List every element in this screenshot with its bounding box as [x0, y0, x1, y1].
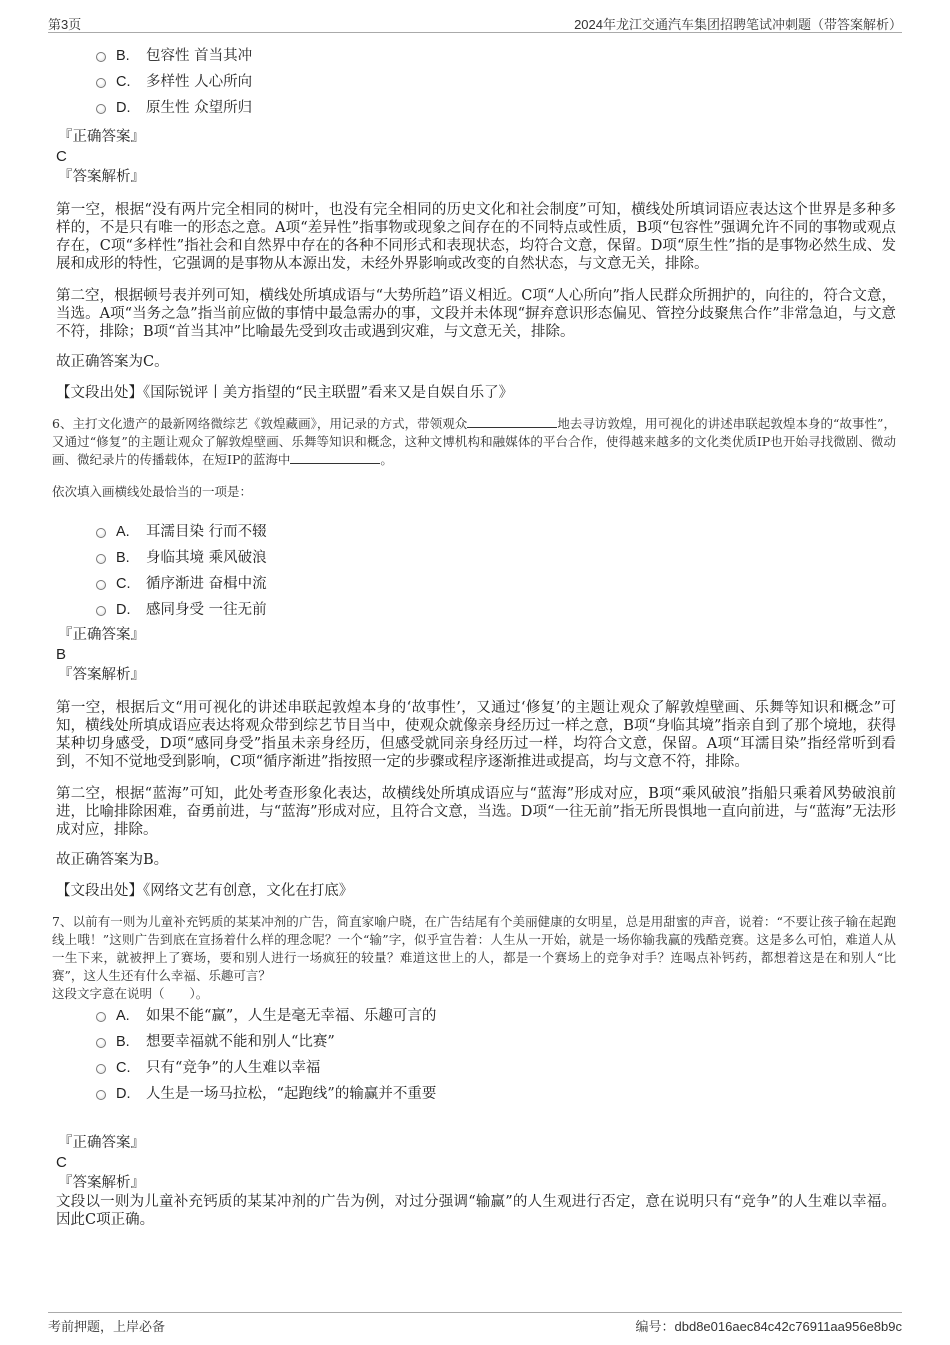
- answer-analysis-label: 『答案解析』: [58, 667, 145, 683]
- q7-options: [96, 1003, 896, 1107]
- document-title: 2024年龙江交通汽车集团招聘笔试冲刺题（带答案解析）: [574, 17, 902, 32]
- q6-analysis-paragraph-2: 第二空，根据“蓝海”可知，此处考查形象化表达，故横线处所填成语应与“蓝海”形成对应，B项“乘风破浪”指船只乘着风势破浪前进，比喻排除困难，奋勇前进，与“蓝海”形成对应，且符合文意，当选。D项“一往无前”指无所畏惧地一直向前进，与“蓝海”无法形成对应，排除。: [56, 786, 896, 838]
- q6-option-c[interactable]: C. 循序渐进 奋楫中流: [96, 571, 896, 597]
- q6-option-d[interactable]: D. 感同身受 一往无前: [96, 597, 896, 623]
- page-header: [48, 10, 902, 33]
- q5-option-b[interactable]: B. 包容性 首当其冲: [96, 43, 896, 69]
- q5-source: 【文段出处】《国际锐评丨美方指望的“民主联盟”看来又是自娱自乐了》: [56, 385, 514, 401]
- q5-answer: C: [56, 148, 67, 165]
- radio-button-icon[interactable]: [96, 1090, 106, 1100]
- answer-analysis-label: 『答案解析』: [58, 1175, 145, 1191]
- document-id: 编号：dbd8e016aec84c42c76911aa956e8b9c: [635, 1319, 902, 1334]
- radio-button-icon[interactable]: [96, 104, 106, 114]
- radio-button-icon[interactable]: [96, 1038, 106, 1048]
- q6-answer: B: [56, 646, 67, 663]
- footer-slogan: 考前押题，上岸必备: [48, 1319, 166, 1334]
- q6-stem: 6、主打文化遗产的最新网络微综艺《敦煌藏画》，用记录的方式，带领观众 地去寻访敦煌，用可视化的讲述串联起敦煌本身的“故事性”，又通过“修复”的主题让观众了解敦煌壁画、乐舞等知识和概念，这种文博机构和融媒体的平台合作，使得越来越多的文化类优质IP也开始寻找微剧、微动画、微纪录片的传播载体，在短IP的蓝海中 。: [52, 416, 896, 467]
- q6-option-a[interactable]: A. 耳濡目染 行而不辍: [96, 519, 896, 545]
- radio-button-icon[interactable]: [96, 528, 106, 538]
- q7-option-c[interactable]: C. 只有“竞争”的人生难以幸福: [96, 1055, 896, 1081]
- q7-answer: C: [56, 1154, 67, 1171]
- q5-analysis-paragraph-1: 第一空，根据“没有两片完全相同的树叶，也没有完全相同的历史文化和社会制度”可知，横线处所填词语应表达这个世界是多种多样的，不是只有唯一的形态之意。A项“差异性”指事物或现象之间存在的不同特点或性质，B项“包容性”强调允许不同的事物或观点存在，C项“多样性”指社会和自然界中存在的各种不同形式和表现状态，均符合文意，保留。D项“原生性”指的是事物必然生成、发展和成形的特性，它强调的是事物从本源出发，未经外界影响或改变的自然状态，与文意无关，排除。: [56, 202, 896, 272]
- q7-option-b[interactable]: B. 想要幸福就不能和别人“比赛”: [96, 1029, 896, 1055]
- q7-stem: 7、以前有一则为儿童补充钙质的某某冲剂的广告，简直家喻户晓，在广告结尾有个美丽健康的女明星，总是用甜蜜的声音，说着：“不要让孩子输在起跑线上哦！”这则广告到底在宣扬着什么样的理念呢？一个“输”字，似乎宣告着：人生从一开始，就是一场你输我赢的残酷竞赛。这是多么可怕，难道人从一生下来，就被押上了赛场，要和别人进行一场疯狂的较量？难道这世上的人，都是一个赛场上的竞争对手？连喝点补钙药，都想着这是在和别人“比赛”，这人生还有什么幸福、乐趣可言？: [52, 914, 896, 983]
- radio-button-icon[interactable]: [96, 1012, 106, 1022]
- correct-answer-label: 『正确答案』: [58, 1135, 145, 1151]
- q6-options: [96, 519, 896, 623]
- correct-answer-label: 『正确答案』: [58, 129, 145, 145]
- q7-prompt: 这段文字意在说明（ ）。: [52, 986, 209, 1001]
- q6-prompt: 依次填入画横线处最恰当的一项是：: [52, 484, 253, 499]
- page-footer: [48, 1312, 902, 1343]
- q6-source: 【文段出处】《网络文艺有创意，文化在打底》: [56, 883, 354, 899]
- q5-option-d[interactable]: D. 原生性 众望所归: [96, 95, 896, 121]
- correct-answer-label: 『正确答案』: [58, 627, 145, 643]
- document-body: [52, 40, 896, 1229]
- q6-analysis-paragraph-1: 第一空，根据后文“用可视化的讲述串联起敦煌本身的‘故事性’，又通过‘修复’的主题让观众了解敦煌壁画、乐舞等知识和概念”可知，横线处所填成语应表达将观众带到综艺节目当中，使观众就像亲身经历过一样之意，B项“身临其境”指亲自到了那个境地，获得某种切身感受，D项“感同身受”指虽未亲身经历，但感受就同亲身经历过一样，均符合文意，保留。A项“耳濡目染”指经常听到看到，不知不觉地受到影响，C项“循序渐进”指按照一定的步骤或程序逐渐推进或提高，均与文意不符，排除。: [56, 700, 896, 770]
- radio-button-icon[interactable]: [96, 78, 106, 88]
- answer-analysis-label: 『答案解析』: [58, 169, 145, 185]
- q5-option-c[interactable]: C. 多样性 人心所向: [96, 69, 896, 95]
- q7-analysis: 文段以一则为儿童补充钙质的某某冲剂的广告为例，对过分强调“输赢”的人生观进行否定，意在说明只有“竞争”的人生难以幸福。因此C项正确。: [56, 1194, 896, 1228]
- radio-button-icon[interactable]: [96, 1064, 106, 1074]
- page-number: 第3页: [48, 17, 82, 32]
- q7-option-d[interactable]: D. 人生是一场马拉松，“起跑线”的输赢并不重要: [96, 1081, 896, 1107]
- q5-conclusion: 故正确答案为C。: [56, 354, 169, 370]
- q5-analysis-paragraph-2: 第二空，根据顿号表并列可知，横线处所填成语与“大势所趋”语义相近。C项“人心所向”指人民群众所拥护的，向往的，符合文意，当选。A项“当务之急”指当前应做的事情中最急需办的事，文段并未体现“摒弃意识形态偏见、管控分歧聚焦合作”非常急迫，与文意不符，排除；B项“首当其冲”比喻最先受到攻击或遇到灾难，与文意无关，排除。: [56, 288, 896, 340]
- radio-button-icon[interactable]: [96, 52, 106, 62]
- radio-button-icon[interactable]: [96, 606, 106, 616]
- radio-button-icon[interactable]: [96, 580, 106, 590]
- blank-line: [290, 451, 380, 464]
- radio-button-icon[interactable]: [96, 554, 106, 564]
- blank-line: [467, 415, 557, 428]
- q7-option-a[interactable]: A. 如果不能“赢”，人生是毫无幸福、乐趣可言的: [96, 1003, 896, 1029]
- q5-options: [96, 43, 896, 121]
- q6-option-b[interactable]: B. 身临其境 乘风破浪: [96, 545, 896, 571]
- q6-conclusion: 故正确答案为B。: [56, 852, 169, 868]
